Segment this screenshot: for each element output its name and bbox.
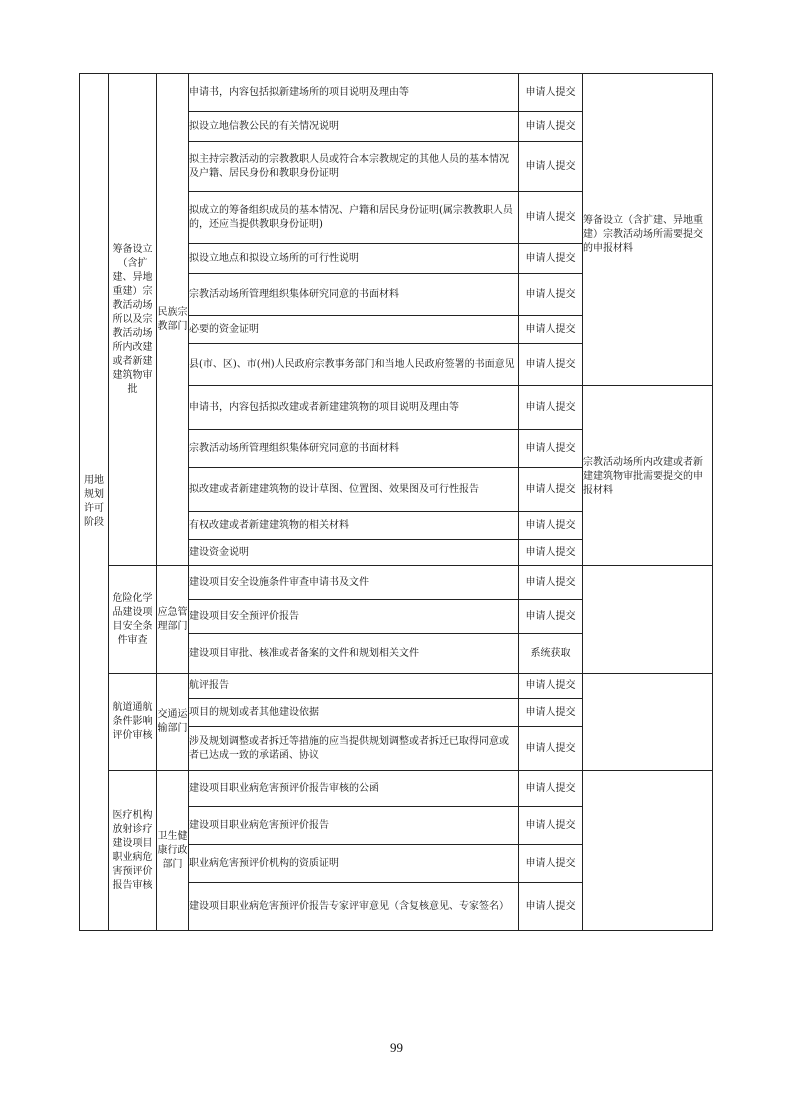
note-cell-empty xyxy=(583,674,713,771)
material-cell: 建设资金说明 xyxy=(189,540,519,566)
material-cell: 宗教活动场所管理组织集体研究同意的书面材料 xyxy=(189,274,519,316)
material-cell: 建设项目安全预评价报告 xyxy=(189,600,519,634)
source-cell: 申请人提交 xyxy=(519,512,583,540)
material-cell: 拟设立地点和拟设立场所的可行性说明 xyxy=(189,244,519,274)
source-cell: 申请人提交 xyxy=(519,600,583,634)
source-cell: 申请人提交 xyxy=(519,112,583,142)
source-cell: 申请人提交 xyxy=(519,771,583,807)
material-cell: 申请书，内容包括拟新建场所的项目说明及理由等 xyxy=(189,74,519,112)
material-cell: 有权改建或者新建建筑物的相关材料 xyxy=(189,512,519,540)
source-cell: 申请人提交 xyxy=(519,142,583,192)
material-cell: 建设项目职业病危害预评价报告专家评审意见（含复核意见、专家签名） xyxy=(189,883,519,931)
item-cell-medical: 医疗机构放射诊疗建设项目职业病危害预评价报告审核 xyxy=(109,771,157,931)
source-cell: 申请人提交 xyxy=(519,727,583,771)
material-cell: 建设项目职业病危害预评价报告审核的公函 xyxy=(189,771,519,807)
table-row xyxy=(80,566,713,600)
item-cell-chemicals: 危险化学品建设项目安全条件审查 xyxy=(109,566,157,674)
material-cell: 拟设立地信教公民的有关情况说明 xyxy=(189,112,519,142)
source-cell: 系统获取 xyxy=(519,634,583,674)
source-cell: 申请人提交 xyxy=(519,244,583,274)
source-cell: 申请人提交 xyxy=(519,566,583,600)
dept-cell-health: 卫生健康行政部门 xyxy=(157,771,189,931)
source-cell: 申请人提交 xyxy=(519,540,583,566)
source-cell: 申请人提交 xyxy=(519,845,583,883)
source-cell: 申请人提交 xyxy=(519,468,583,512)
material-cell: 申请书，内容包括拟改建或者新建建筑物的项目说明及理由等 xyxy=(189,386,519,430)
material-cell: 建设项目安全设施条件审查申请书及文件 xyxy=(189,566,519,600)
note-cell-establish: 筹备设立（含扩建、异地重建）宗教活动场所需要提交的申报材料 xyxy=(583,74,713,386)
source-cell: 申请人提交 xyxy=(519,316,583,344)
material-cell: 航评报告 xyxy=(189,674,519,699)
source-cell: 申请人提交 xyxy=(519,386,583,430)
material-cell: 建设项目职业病危害预评价报告 xyxy=(189,807,519,845)
table-row xyxy=(80,674,713,699)
dept-cell-religious: 民族宗教部门 xyxy=(157,74,189,566)
note-cell-empty xyxy=(583,771,713,931)
table-row xyxy=(80,771,713,807)
source-cell: 申请人提交 xyxy=(519,674,583,699)
material-cell: 宗教活动场所管理组织集体研究同意的书面材料 xyxy=(189,430,519,468)
note-cell-empty xyxy=(583,566,713,674)
table-row xyxy=(80,74,713,112)
material-cell: 拟成立的筹备组织成员的基本情况、户籍和居民身份证明(属宗教教职人员的，还应当提供教职身份证明) xyxy=(189,192,519,244)
source-cell: 申请人提交 xyxy=(519,430,583,468)
stage-cell: 用地规划许可阶段 xyxy=(80,74,109,931)
dept-cell-emergency: 应急管理部门 xyxy=(157,566,189,674)
material-cell: 建设项目审批、核准或者备案的文件和规划相关文件 xyxy=(189,634,519,674)
item-cell-waterway: 航道通航条件影响评价审核 xyxy=(109,674,157,771)
item-cell-religious: 筹备设立（含扩建、异地重建）宗教活动场所以及宗教活动场所内改建或者新建建筑物审批 xyxy=(109,74,157,566)
source-cell: 申请人提交 xyxy=(519,883,583,931)
source-cell: 申请人提交 xyxy=(519,192,583,244)
dept-cell-transport: 交通运输部门 xyxy=(157,674,189,771)
source-cell: 申请人提交 xyxy=(519,274,583,316)
material-cell: 项目的规划或者其他建设依据 xyxy=(189,699,519,727)
source-cell: 申请人提交 xyxy=(519,699,583,727)
page-number: 99 xyxy=(390,1040,403,1055)
material-cell: 拟改建或者新建建筑物的设计草图、位置图、效果图及可行性报告 xyxy=(189,468,519,512)
source-cell: 申请人提交 xyxy=(519,344,583,386)
material-cell: 涉及规划调整或者拆迁等措施的应当提供规划调整或者拆迁已取得同意或者已达成一致的承诺函、协议 xyxy=(189,727,519,771)
material-cell: 职业病危害预评价机构的资质证明 xyxy=(189,845,519,883)
source-cell: 申请人提交 xyxy=(519,74,583,112)
material-cell: 必要的资金证明 xyxy=(189,316,519,344)
materials-table xyxy=(79,73,713,931)
note-cell-rebuild: 宗教活动场所内改建或者新建建筑物审批需要提交的申报材料 xyxy=(583,386,713,566)
source-cell: 申请人提交 xyxy=(519,807,583,845)
material-cell: 拟主持宗教活动的宗教教职人员或符合本宗教规定的其他人员的基本情况及户籍、居民身份和教职身份证明 xyxy=(189,142,519,192)
material-cell: 县(市、区)、市(州)人民政府宗教事务部门和当地人民政府签署的书面意见 xyxy=(189,344,519,386)
